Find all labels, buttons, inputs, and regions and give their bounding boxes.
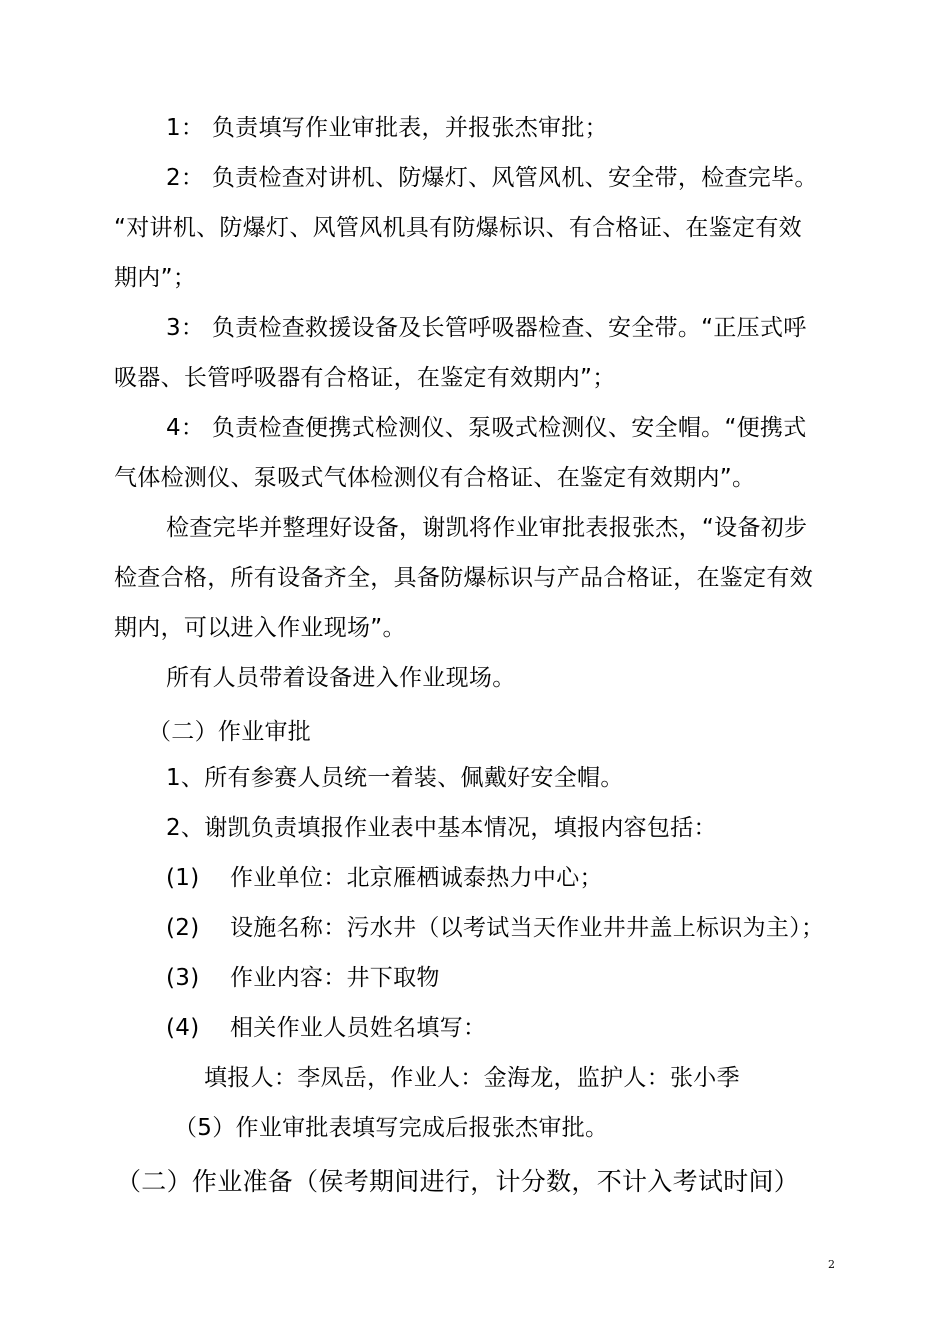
check-paragraph-continuation-end: 期内，可以进入作业现场”。 (114, 615, 406, 641)
item-4: 4： 负责检查便携式检测仪、泵吸式检测仪、安全帽。“便携式 (166, 415, 807, 441)
sub-item-text: 设施名称：污水井（以考试当天作业井井盖上标识为主）； (230, 915, 825, 941)
section-heading-work-approval: （二）作业审批 (148, 719, 312, 745)
sub-item-4 (166, 1012, 486, 1044)
item-2: 2： 负责检查对讲机、防爆灯、风管风机、安全带，检查完毕。 (166, 165, 818, 191)
check-paragraph-continuation: 检查合格，所有设备齐全，具备防爆标识与产品合格证，在鉴定有效 (114, 565, 813, 591)
heading-suffix: （侯考期间进行，计分数，不计入考试时间） (293, 1167, 800, 1196)
sub-item-text: 相关作业人员姓名填写： (230, 1015, 487, 1041)
sub-item-number: (3) (166, 965, 200, 991)
item-2-continuation-end: 期内”； (114, 265, 197, 291)
check-paragraph: 检查完毕并整理好设备，谢凯将作业审批表报张杰，“设备初步 (166, 515, 808, 541)
approval-item-1: 1、所有参赛人员统一着装、佩戴好安全帽。 (166, 765, 624, 791)
section-heading-work-preparation (116, 1166, 799, 1198)
item-3: 3： 负责检查救援设备及长管呼吸器检查、安全带。“正压式呼 (166, 315, 807, 341)
sub-item-number: (1) (166, 865, 200, 891)
sub-item-5: （5）作业审批表填写完成后报张杰审批。 (174, 1115, 609, 1141)
heading-prefix: （二）作业准备 (116, 1167, 294, 1196)
sub-item-text: 作业单位：北京雁栖诚泰热力中心； (230, 865, 603, 891)
sub-item-text: 作业内容：井下取物 (230, 965, 440, 991)
sub-item-1 (166, 862, 603, 894)
page-number: 2 (828, 1258, 835, 1271)
item-2-continuation: “对讲机、防爆灯、风管风机具有防爆标识、有合格证、在鉴定有效 (114, 215, 802, 241)
item-1: 1： 负责填写作业审批表，并报张杰审批； (166, 115, 608, 141)
sub-item-2 (166, 912, 824, 944)
approval-item-2: 2、谢凯负责填报作业表中基本情况，填报内容包括： (166, 815, 717, 841)
enter-site-paragraph: 所有人员带着设备进入作业现场。 (166, 665, 516, 691)
sub-item-number: (4) (166, 1015, 200, 1041)
item-4-continuation: 气体检测仪、泵吸式气体检测仪有合格证、在鉴定有效期内”。 (114, 465, 756, 491)
sub-item-number: (2) (166, 915, 200, 941)
sub-item-3 (166, 962, 440, 994)
personnel-names: 填报人：李凤岳，作业人：金海龙，监护人：张小季 (204, 1065, 740, 1091)
item-3-continuation: 吸器、长管呼吸器有合格证，在鉴定有效期内”； (114, 365, 616, 391)
